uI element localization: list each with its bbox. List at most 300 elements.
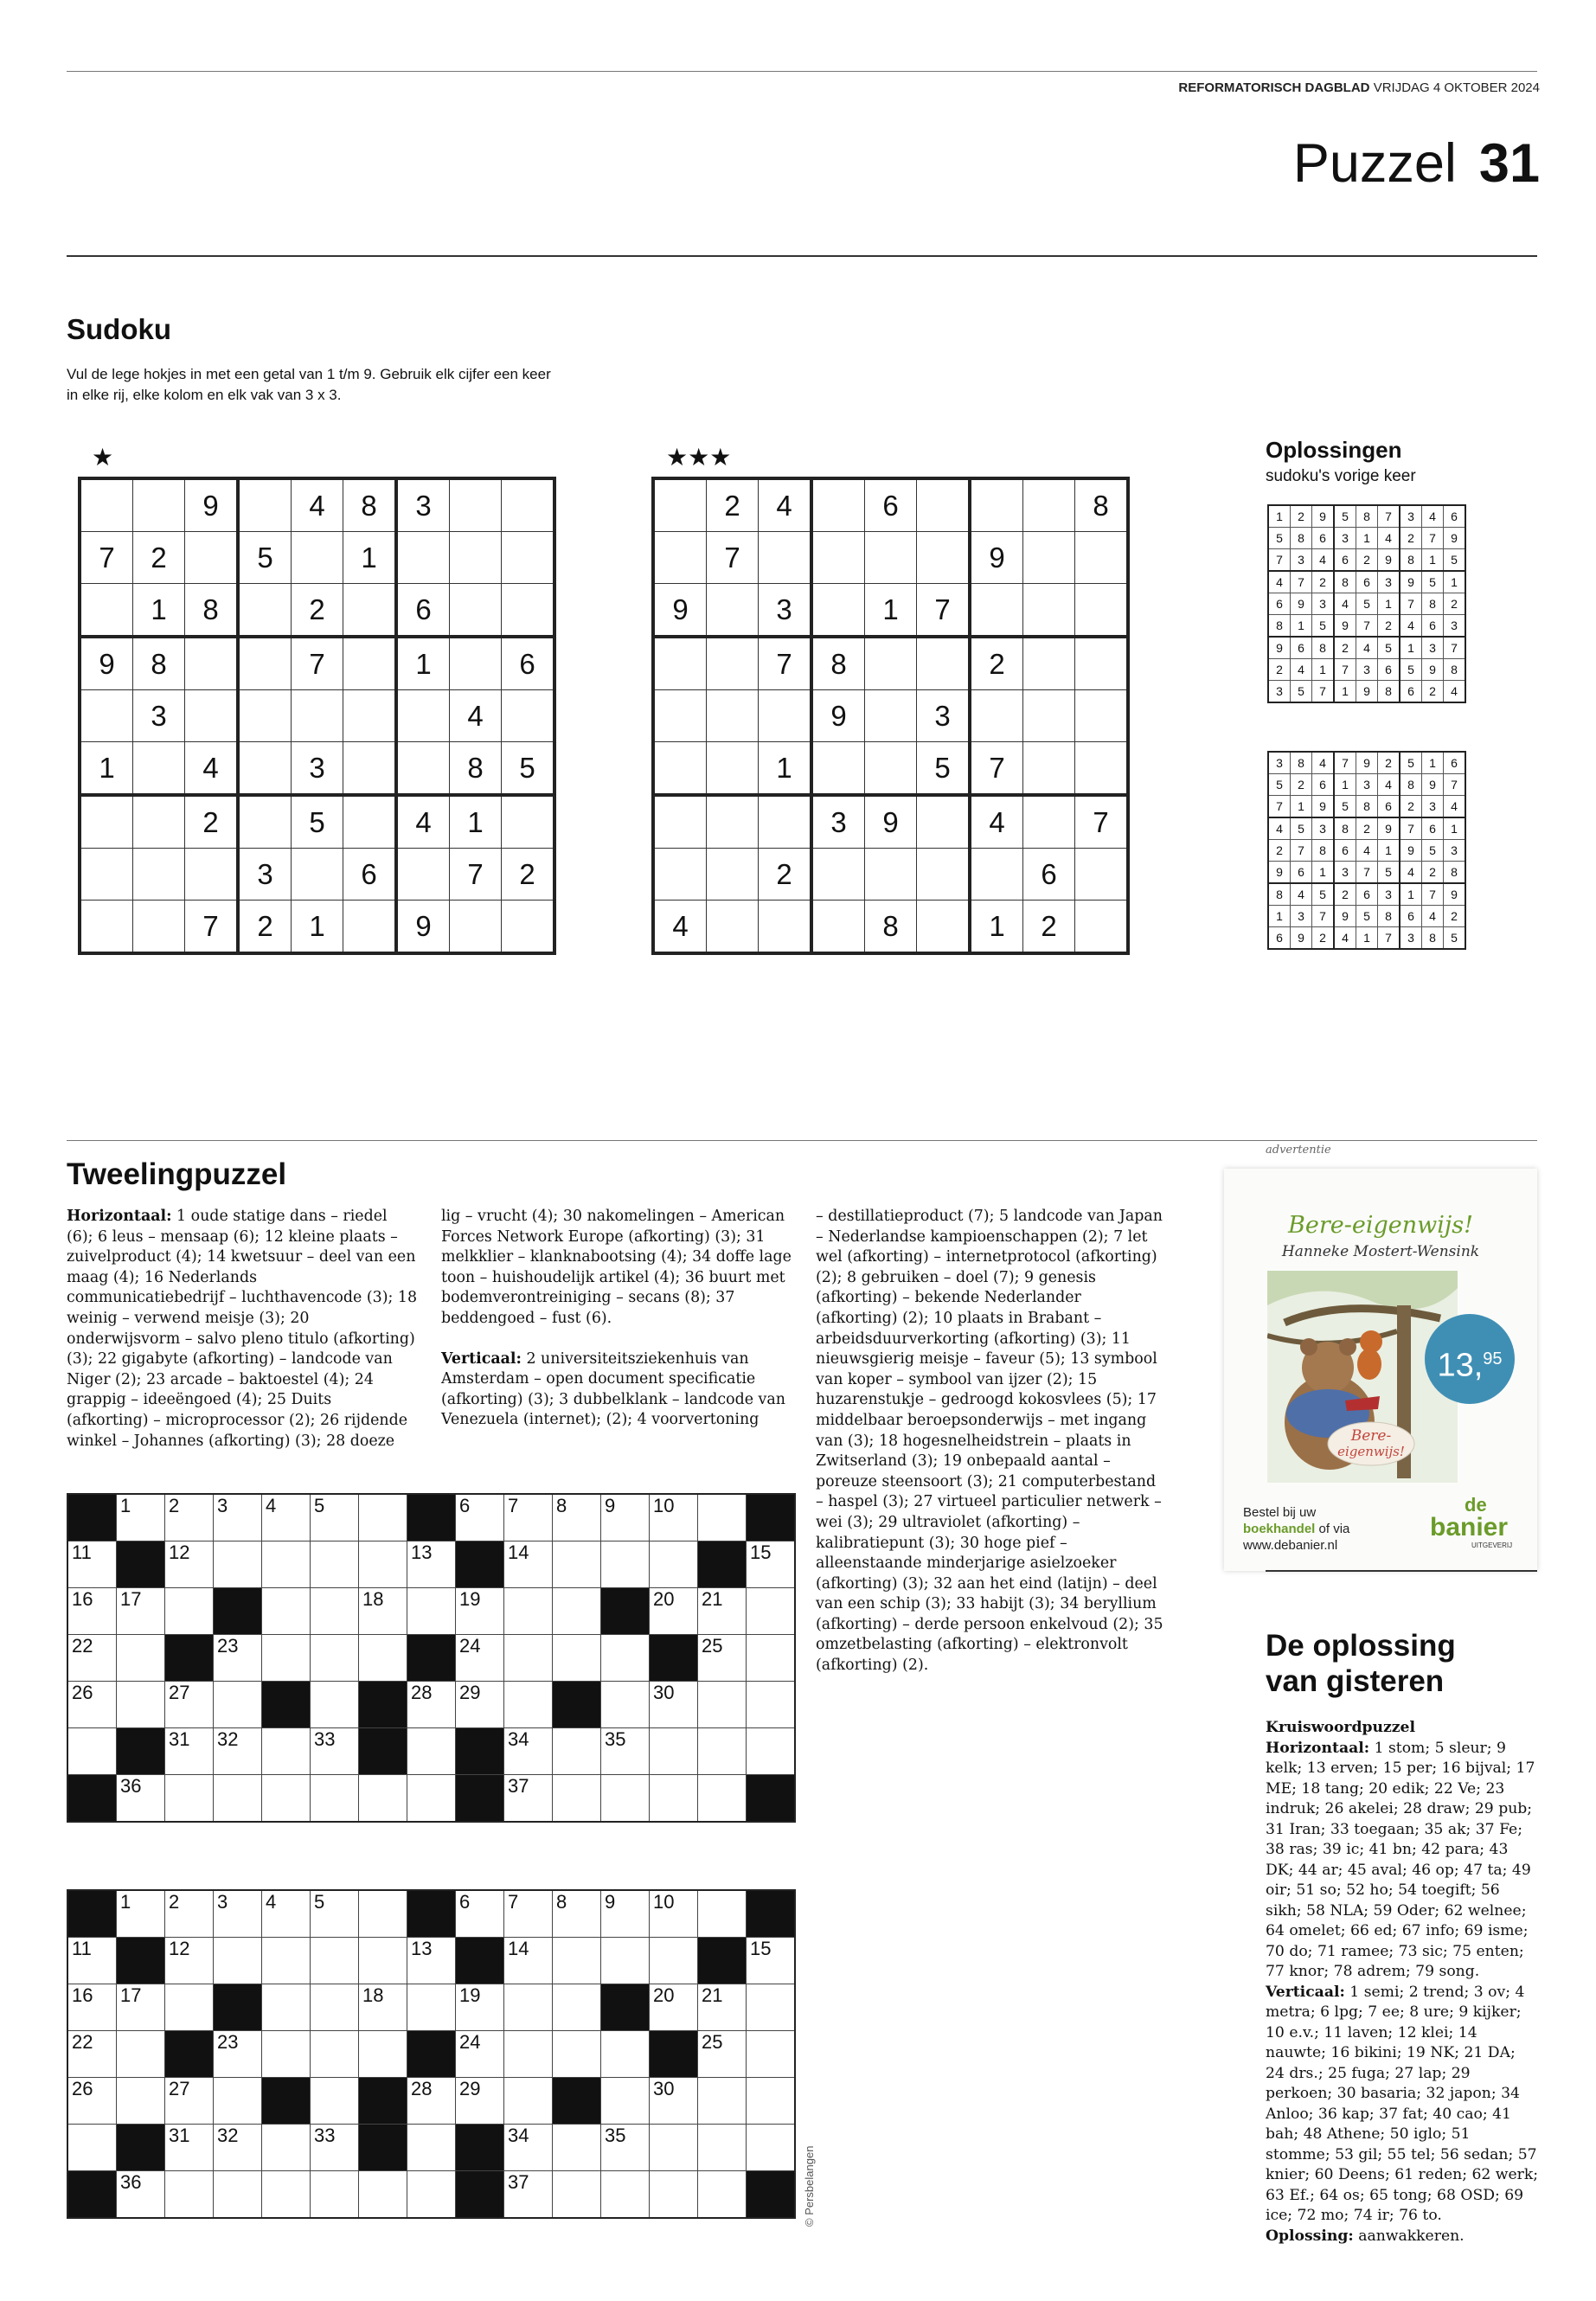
sudoku-easy-cell (343, 901, 397, 954)
twin-grid-1-cell[interactable] (311, 1588, 359, 1635)
twin-grid-1-cell[interactable] (67, 1635, 117, 1682)
twin-grid-2-cell[interactable] (456, 2078, 504, 2125)
twin-grid-1-cell[interactable] (262, 1635, 311, 1682)
solution-hard-cell: 7 (1378, 927, 1401, 950)
twin-grid-2-black-cell (407, 1890, 456, 1938)
twin-grid-2-cell[interactable] (311, 1938, 359, 1984)
twin-grid-1-cell[interactable] (311, 1682, 359, 1728)
twin-grid-1-black-cell (456, 1541, 504, 1588)
twin-grid-2-cell[interactable] (214, 1938, 262, 1984)
sudoku-hard-cell: 5 (917, 742, 971, 796)
twin-grid-1-cell[interactable] (553, 1635, 601, 1682)
twin-grid-1-cell[interactable] (747, 1588, 796, 1635)
twin-grid-1-cell[interactable] (504, 1588, 553, 1635)
twin-grid-2-cell[interactable] (67, 2125, 117, 2171)
twin-grid-1-cell[interactable] (553, 1775, 601, 1823)
vertical-clues-cont-text: – destillatieproduct (7); 5 landcode van Japan – Nederlandse kampioenschappen (2); 7 let wel (afkorting) – internetprotocol (afkorting) (2); 8 gebruiken – doel (7); 9 genesis (afkorting) – bekende Nederlander (afkorting) (2); 10 plaats in Brabant – arbeidsduurverkorting (afkorting) (3); 11 nieuwsgierig meisje – faveur (5); 13 symbool van koper – symbool van ijzer (2); 15 huzarenstukje – gedroogd kokosvlees (5); 17 middelbaar beroepsonderwijs – met ingang van (3); 18 hogesnelheidstrein – plaats in Zwitserland (3); 19 onbepaald aantal – poreuze steensoort (3); 21 computerbestand – haspel (3); 27 virtueel particulier netwerk – wei (3); 29 ultraviolet (afkorting) – kalibratiepunt (3); 30 hoge pief – alleenstaande minderjarige asielzoeker (afkorting) (3); 32 aan het eind (latijn) – deel van een schip (3); 33 habijt (3); 34 beryllium (afkorting) – derde persoon enkelvoud (2); 35 omzetbelasting (afkorting) – elektronvolt (afkorting) (2). (816, 1208, 1163, 1675)
solution-hard-cell: 8 (1334, 817, 1356, 840)
sudoku-hard-cell: 1 (970, 901, 1023, 954)
sudoku-easy-cell (502, 901, 555, 954)
solution-hard-cell: 5 (1422, 840, 1444, 862)
twin-grid-2-cell[interactable] (553, 1938, 601, 1984)
twin-grid-2-cell[interactable] (311, 1984, 359, 2031)
sudoku-easy-row (80, 478, 554, 532)
twin-grid-2-cell[interactable] (262, 1938, 311, 1984)
clue-number: 18 (362, 1588, 384, 1610)
solution-easy-cell: 5 (1378, 637, 1401, 659)
twin-grid-2-black-cell (747, 2171, 796, 2219)
twin-grid-1-cell[interactable] (747, 1682, 796, 1728)
twin-grid-1-cell[interactable] (601, 1682, 650, 1728)
sudoku-easy-cell (238, 742, 292, 796)
clue-number: 18 (362, 1984, 384, 2006)
sudoku-hard-cell (653, 742, 707, 796)
twin-grid-1-cell[interactable] (214, 1635, 262, 1682)
twin-grid-1-cell[interactable] (262, 1775, 311, 1823)
solution-hard-cell: 8 (1378, 906, 1401, 927)
twin-grid-1-cell[interactable] (165, 1775, 214, 1823)
twin-grid-2-cell[interactable] (747, 1984, 796, 2031)
twin-grid-1-cell[interactable] (553, 1728, 601, 1775)
solution-easy-cell: 4 (1400, 615, 1422, 638)
twin-grid-1-cell[interactable] (67, 1541, 117, 1588)
sudoku-easy-cell: 9 (396, 901, 450, 954)
twin-grid-2-cell[interactable] (165, 2125, 214, 2171)
twin-grid-2-cell[interactable] (262, 2171, 311, 2219)
solution-easy-row (1268, 615, 1465, 638)
section-label: Puzzel (1292, 133, 1457, 194)
twin-grid-2-cell[interactable] (117, 2078, 165, 2125)
twin-grid-1-cell[interactable] (359, 1635, 407, 1682)
sudoku-hard-cell (1075, 849, 1129, 901)
twin-grid-1-cell[interactable] (504, 1541, 553, 1588)
solution-easy-cell: 3 (1356, 659, 1378, 681)
twin-grid-1-cell[interactable] (311, 1728, 359, 1775)
solution-hard-cell: 3 (1444, 840, 1466, 862)
solution-hard-cell: 9 (1378, 817, 1401, 840)
book-advertisement[interactable] (1224, 1169, 1537, 1571)
twin-grid-2-cell[interactable] (165, 2078, 214, 2125)
clue-number: 8 (556, 1891, 567, 1913)
sudoku-hard-cell (811, 901, 865, 954)
solution-hard-cell: 5 (1400, 752, 1422, 774)
solution-hard-cell: 3 (1400, 927, 1422, 950)
twin-grid-2-cell[interactable] (601, 2171, 650, 2219)
twin-grid-1-cell[interactable] (698, 1588, 747, 1635)
twin-grid-2-cell[interactable] (117, 1890, 165, 1938)
solution-grid-easy (1267, 504, 1466, 703)
twin-grid-2-cell[interactable] (504, 2031, 553, 2078)
twin-grid-2-cell[interactable] (359, 1984, 407, 2031)
twin-grid-2-cell[interactable] (504, 2171, 553, 2219)
twin-grid-1-cell[interactable] (117, 1682, 165, 1728)
sudoku-hard-cell: 8 (811, 637, 865, 690)
sudoku-hard-cell (653, 532, 707, 584)
solution-hard-cell: 4 (1334, 927, 1356, 950)
twin-grid-2-cell[interactable] (747, 1938, 796, 1984)
solution-hard-cell: 8 (1356, 796, 1378, 818)
twin-grid-2-cell[interactable] (456, 2031, 504, 2078)
clue-number: 21 (702, 1984, 723, 2006)
twin-grid-1-cell[interactable] (504, 1728, 553, 1775)
twin-grid-2-cell[interactable] (359, 2031, 407, 2078)
twin-grid-2-cell[interactable] (601, 1890, 650, 1938)
sudoku-hard-cell (917, 478, 971, 532)
twin-grid-2-cell[interactable] (67, 2078, 117, 2125)
solution-hard-cell: 6 (1378, 796, 1401, 818)
solution-hard-cell: 5 (1378, 862, 1401, 884)
solution-hard-cell: 4 (1356, 840, 1378, 862)
twin-grid-2-cell[interactable] (504, 1890, 553, 1938)
sudoku-easy-cell (292, 690, 343, 742)
twin-grid-1-cell[interactable] (407, 1541, 456, 1588)
twin-grid-2-cell[interactable] (650, 2125, 698, 2171)
twin-crossword-grid-1 (67, 1493, 796, 1823)
twin-grid-1-cell[interactable] (601, 1541, 650, 1588)
twin-grid-2-cell[interactable] (747, 2125, 796, 2171)
twin-grid-1-cell[interactable] (456, 1494, 504, 1541)
twin-grid-2-cell[interactable] (698, 2171, 747, 2219)
solution-hard-cell: 6 (1444, 752, 1466, 774)
solution-easy-cell: 2 (1444, 593, 1466, 615)
ad-cta-line1: Bestel bij uw (1243, 1505, 1317, 1520)
solution-easy-cell: 3 (1400, 505, 1422, 528)
sudoku-easy-cell (80, 795, 133, 849)
sudoku-hard-cell (707, 637, 759, 690)
twin-grid-1-black-cell (747, 1775, 796, 1823)
twin-grid-1-cell[interactable] (214, 1682, 262, 1728)
twin-grid-1-cell[interactable] (650, 1775, 698, 1823)
clue-number: 37 (508, 1775, 529, 1797)
twin-grid-2-cell[interactable] (311, 2171, 359, 2219)
solution-easy-cell: 3 (1334, 528, 1356, 549)
twin-grid-2-cell[interactable] (456, 1890, 504, 1938)
twin-grid-2-cell[interactable] (165, 2171, 214, 2219)
solution-hard-row (1268, 883, 1465, 906)
twin-grid-1-cell[interactable] (407, 1728, 456, 1775)
twin-grid-2-cell[interactable] (407, 1938, 456, 1984)
twin-grid-2-cell[interactable] (165, 1984, 214, 2031)
twin-grid-1-cell[interactable] (214, 1541, 262, 1588)
twin-grid-1-cell[interactable] (456, 1635, 504, 1682)
twin-grid-2-cell[interactable] (504, 2125, 553, 2171)
solution-easy-cell: 6 (1444, 505, 1466, 528)
sudoku-hard-cell (1023, 795, 1075, 849)
twin-grid-2-cell[interactable] (214, 1890, 262, 1938)
twin-grid-1-cell[interactable] (165, 1728, 214, 1775)
twin-grid-2-cell[interactable] (650, 2171, 698, 2219)
twin-grid-2-black-cell (214, 1984, 262, 2031)
sudoku-hard-cell (970, 849, 1023, 901)
twin-grid-1-cell[interactable] (214, 1775, 262, 1823)
twin-grid-2-cell[interactable] (553, 1984, 601, 2031)
sudoku-hard-cell (811, 849, 865, 901)
twin-grid-1-cell[interactable] (311, 1541, 359, 1588)
twin-grid-1-cell[interactable] (359, 1541, 407, 1588)
twin-grid-2-cell[interactable] (117, 2171, 165, 2219)
twin-grid-1-cell[interactable] (117, 1775, 165, 1823)
sudoku-easy-cell (238, 690, 292, 742)
twin-grid-1-cell[interactable] (311, 1775, 359, 1823)
tweeling-title: Tweelingpuzzel (67, 1157, 287, 1191)
twin-grid-1-cell[interactable] (698, 1775, 747, 1823)
price-badge (1425, 1314, 1515, 1404)
twin-grid-1-black-cell (747, 1494, 796, 1541)
twin-grid-2-cell[interactable] (214, 2078, 262, 2125)
twin-grid-1-cell[interactable] (67, 1682, 117, 1728)
clue-number: 28 (411, 2078, 433, 2099)
twin-grid-2-cell[interactable] (601, 2078, 650, 2125)
twin-grid-2-cell[interactable] (359, 1890, 407, 1938)
twin-grid-2-cell[interactable] (67, 1984, 117, 2031)
twin-grid-1-cell[interactable] (747, 1541, 796, 1588)
twin-grid-1-cell[interactable] (262, 1541, 311, 1588)
sudoku-hard-cell (1075, 584, 1129, 638)
twin-grid-1-cell[interactable] (67, 1728, 117, 1775)
clue-number: 16 (72, 1984, 93, 2006)
twin-grid-2-cell[interactable] (747, 2031, 796, 2078)
clue-number: 22 (72, 1635, 93, 1657)
twin-grid-1-cell[interactable] (165, 1682, 214, 1728)
sudoku-easy-cell: 7 (292, 637, 343, 690)
twin-grid-1-cell[interactable] (67, 1588, 117, 1635)
publisher-logo (1430, 1496, 1525, 1549)
twin-grid-1-row (67, 1588, 795, 1635)
sudoku-hard-cell (759, 532, 812, 584)
sudoku-easy-row (80, 742, 554, 796)
solution-easy-cell: 1 (1268, 505, 1291, 528)
solution-hard-cell: 6 (1268, 927, 1291, 950)
twin-grid-1-cell[interactable] (698, 1682, 747, 1728)
twin-grid-1-cell[interactable] (407, 1588, 456, 1635)
twin-grid-2-cell[interactable] (359, 1938, 407, 1984)
twin-grid-1-cell[interactable] (650, 1728, 698, 1775)
solution-easy-cell: 7 (1378, 505, 1401, 528)
twin-grid-2-cell[interactable] (262, 1890, 311, 1938)
clue-number: 27 (169, 1682, 190, 1703)
twin-grid-1-cell[interactable] (117, 1635, 165, 1682)
twin-grid-1-cell[interactable] (117, 1588, 165, 1635)
twin-grid-1-cell[interactable] (407, 1775, 456, 1823)
clue-number: 26 (72, 1682, 93, 1703)
twin-grid-1-cell[interactable] (262, 1728, 311, 1775)
sudoku-hard-cell (1023, 742, 1075, 796)
sudoku-hard-cell (917, 849, 971, 901)
twin-grid-2-cell[interactable] (698, 1984, 747, 2031)
clue-number: 31 (169, 1728, 190, 1750)
solution-easy-cell: 5 (1268, 528, 1291, 549)
twin-grid-2-cell[interactable] (698, 2031, 747, 2078)
twin-grid-1-cell[interactable] (747, 1635, 796, 1682)
twin-grid-2-black-cell (650, 2031, 698, 2078)
twin-grid-1-cell[interactable] (698, 1728, 747, 1775)
clue-number: 15 (750, 1541, 772, 1563)
sudoku-easy-cell (502, 478, 555, 532)
twin-grid-1-cell[interactable] (601, 1775, 650, 1823)
twin-grid-2-cell[interactable] (165, 1938, 214, 1984)
sudoku-hard-row (653, 532, 1128, 584)
twin-grid-2-cell[interactable] (456, 1984, 504, 2031)
twin-grid-2-cell[interactable] (359, 2171, 407, 2219)
twin-grid-1-cell[interactable] (504, 1635, 553, 1682)
clue-number: 36 (120, 1775, 142, 1797)
twin-grid-1-cell[interactable] (214, 1494, 262, 1541)
twin-grid-1-cell[interactable] (650, 1494, 698, 1541)
twin-grid-2-cell[interactable] (553, 2125, 601, 2171)
twin-grid-2-cell[interactable] (407, 2078, 456, 2125)
twin-grid-1-cell[interactable] (601, 1494, 650, 1541)
twin-grid-1-cell[interactable] (165, 1494, 214, 1541)
twin-grid-2-cell[interactable] (601, 2125, 650, 2171)
clue-number: 28 (411, 1682, 433, 1703)
twin-grid-1-cell[interactable] (553, 1541, 601, 1588)
sudoku-easy-cell: 8 (450, 742, 502, 796)
twin-grid-2-cell[interactable] (214, 2125, 262, 2171)
twin-grid-1-cell[interactable] (698, 1635, 747, 1682)
twin-grid-1-cell[interactable] (117, 1494, 165, 1541)
solution-easy-cell: 7 (1400, 593, 1422, 615)
twin-grid-2-cell[interactable] (553, 2171, 601, 2219)
twin-grid-1-cell[interactable] (359, 1494, 407, 1541)
twin-grid-1-black-cell (262, 1682, 311, 1728)
clue-number: 17 (120, 1984, 142, 2006)
twin-grid-1-cell[interactable] (165, 1541, 214, 1588)
twin-grid-1-cell[interactable] (504, 1494, 553, 1541)
twin-grid-1-cell[interactable] (359, 1588, 407, 1635)
twin-grid-2-cell[interactable] (698, 1890, 747, 1938)
twin-grid-2-cell[interactable] (650, 1938, 698, 1984)
solution-easy-cell: 2 (1400, 528, 1422, 549)
solution-easy-cell: 9 (1400, 571, 1422, 593)
twin-grid-2-cell[interactable] (262, 2125, 311, 2171)
twin-grid-1-cell[interactable] (650, 1682, 698, 1728)
twin-grid-1-cell[interactable] (359, 1775, 407, 1823)
clue-number: 4 (266, 1495, 277, 1516)
sudoku-hard-cell (707, 849, 759, 901)
twin-grid-1-cell[interactable] (311, 1494, 359, 1541)
twin-grid-1-cell[interactable] (650, 1541, 698, 1588)
solution-easy-cell: 6 (1400, 681, 1422, 703)
twin-grid-2-cell[interactable] (504, 1984, 553, 2031)
twin-grid-2-cell[interactable] (650, 1984, 698, 2031)
twin-grid-2-cell[interactable] (214, 2031, 262, 2078)
ad-url[interactable]: www.debanier.nl (1243, 1538, 1338, 1553)
clue-number: 15 (750, 1938, 772, 1959)
sudoku-easy-cell: 6 (396, 584, 450, 638)
twin-grid-1-cell[interactable] (553, 1494, 601, 1541)
twin-grid-2-cell[interactable] (311, 2125, 359, 2171)
twin-grid-1-cell[interactable] (262, 1588, 311, 1635)
twin-grid-2-cell[interactable] (698, 2078, 747, 2125)
twin-grid-2-cell[interactable] (504, 2078, 553, 2125)
twin-grid-2-cell[interactable] (262, 2031, 311, 2078)
twin-grid-1-cell[interactable] (165, 1588, 214, 1635)
sudoku-hard-cell: 2 (707, 478, 759, 532)
twin-grid-1-cell[interactable] (698, 1494, 747, 1541)
twin-grid-2-cell[interactable] (165, 1890, 214, 1938)
twin-grid-2-cell[interactable] (650, 2078, 698, 2125)
sudoku-easy-cell (396, 849, 450, 901)
twin-grid-2-cell[interactable] (214, 2171, 262, 2219)
clue-number: 34 (508, 1728, 529, 1750)
twin-grid-2-cell[interactable] (504, 1938, 553, 1984)
solution-easy-cell: 7 (1422, 528, 1444, 549)
sudoku-easy-cell (238, 637, 292, 690)
twin-grid-2-cell[interactable] (262, 1984, 311, 2031)
solution-easy-cell: 7 (1444, 637, 1466, 659)
twin-grid-1-cell[interactable] (456, 1588, 504, 1635)
twin-grid-2-cell[interactable] (311, 2031, 359, 2078)
sudoku-intro: Vul de lege hokjes in met een getal van 1 t/m 9. Gebruik elk cijfer een keer in elke rij, elke kolom en elk vak van 3 x 3. (67, 366, 551, 403)
twin-grid-1-cell[interactable] (650, 1588, 698, 1635)
clue-number: 6 (459, 1891, 471, 1913)
twin-grid-2-cell[interactable] (311, 2078, 359, 2125)
twin-grid-1-cell[interactable] (311, 1635, 359, 1682)
twin-grid-1-cell[interactable] (262, 1494, 311, 1541)
twin-grid-2-cell[interactable] (601, 2031, 650, 2078)
sudoku-easy-cell (133, 795, 185, 849)
twin-grid-1-cell[interactable] (553, 1588, 601, 1635)
yesterday-solution-word: aanwakkeren. (1353, 2227, 1465, 2245)
solution-hard-cell: 3 (1378, 883, 1401, 906)
twin-grid-1-cell[interactable] (504, 1775, 553, 1823)
twin-grid-2-cell[interactable] (553, 1890, 601, 1938)
twin-grid-1-cell[interactable] (456, 1682, 504, 1728)
twin-grid-2-cell[interactable] (67, 1938, 117, 1984)
twin-grid-1-cell[interactable] (601, 1635, 650, 1682)
twin-grid-2-cell[interactable] (67, 2031, 117, 2078)
sudoku-easy-row (80, 901, 554, 954)
clue-number: 32 (217, 1728, 239, 1750)
solution-hard-cell: 6 (1422, 817, 1444, 840)
twin-grid-2-cell[interactable] (311, 1890, 359, 1938)
sudoku-easy-cell (185, 690, 239, 742)
yesterday-vertical-label: Verticaal: (1266, 1983, 1345, 2001)
twin-grid-2-cell[interactable] (553, 2031, 601, 2078)
twin-grid-2-cell[interactable] (601, 1938, 650, 1984)
twin-grid-1-cell[interactable] (601, 1728, 650, 1775)
solution-hard-cell: 8 (1291, 752, 1312, 774)
twin-grid-2-cell[interactable] (747, 2078, 796, 2125)
solution-easy-cell: 2 (1312, 571, 1335, 593)
twin-grid-2-cell[interactable] (407, 1984, 456, 2031)
ad-cta-via: of via (1315, 1522, 1350, 1536)
solution-easy-cell: 5 (1334, 505, 1356, 528)
twin-grid-2-cell[interactable] (117, 2031, 165, 2078)
solution-hard-row (1268, 752, 1465, 774)
twin-grid-1-cell[interactable] (747, 1728, 796, 1775)
twin-grid-1-cell[interactable] (214, 1728, 262, 1775)
twin-grid-2-cell[interactable] (117, 1984, 165, 2031)
sudoku-hard-cell (707, 795, 759, 849)
header-rule (67, 255, 1537, 257)
clue-number: 11 (72, 1541, 92, 1563)
sudoku-hard-cell (811, 584, 865, 638)
solution-hard-cell: 7 (1356, 862, 1378, 884)
twin-grid-1-black-cell (456, 1775, 504, 1823)
twin-grid-2-cell[interactable] (698, 2125, 747, 2171)
solution-hard-cell: 2 (1400, 796, 1422, 818)
sudoku-easy-cell: 2 (292, 584, 343, 638)
sudoku-easy-cell (502, 532, 555, 584)
twin-grid-1-cell[interactable] (407, 1682, 456, 1728)
twin-grid-2-cell[interactable] (407, 2125, 456, 2171)
twin-grid-1-cell[interactable] (504, 1682, 553, 1728)
solution-hard-cell: 2 (1312, 927, 1335, 950)
twin-grid-2-cell[interactable] (650, 1890, 698, 1938)
sudoku-easy-cell (292, 532, 343, 584)
twin-grid-2-cell[interactable] (407, 2171, 456, 2219)
